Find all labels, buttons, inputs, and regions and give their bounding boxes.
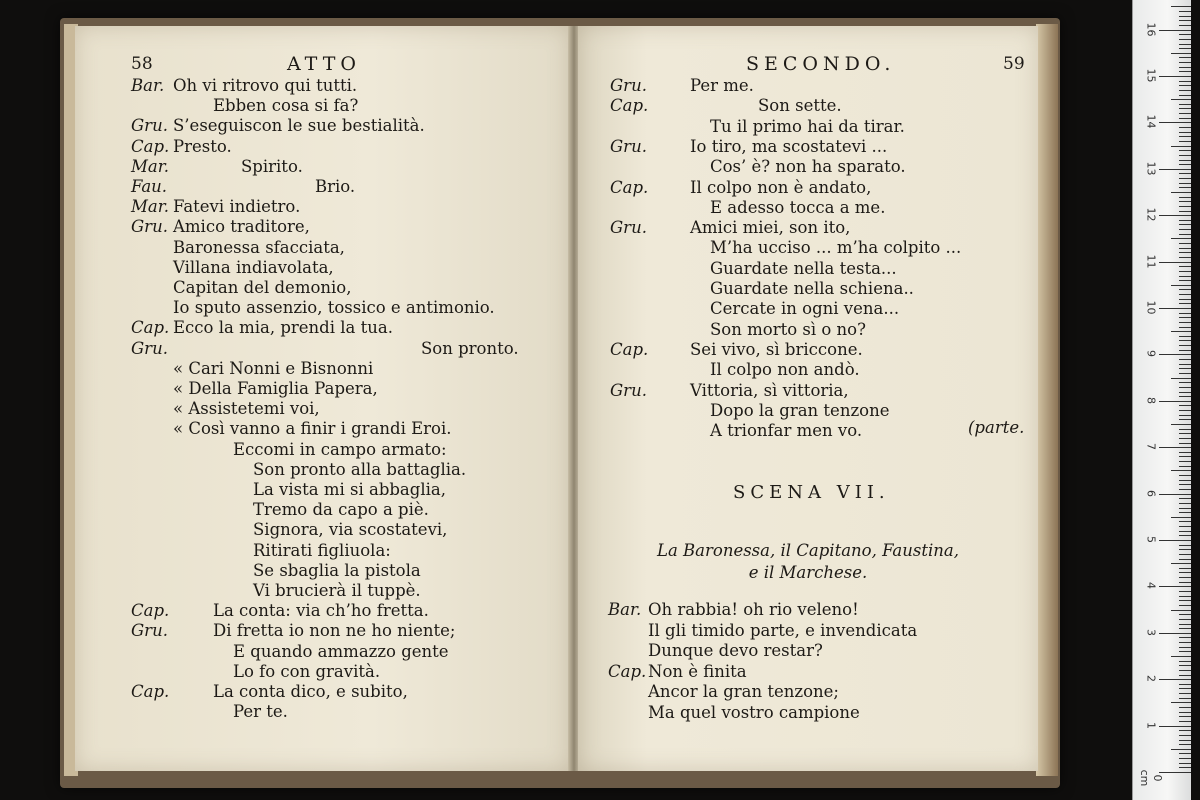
ruler-tick	[1179, 670, 1191, 671]
ruler-tick	[1179, 317, 1191, 318]
verse-line: Eccomi in campo armato:	[233, 439, 447, 459]
ruler-tick	[1179, 707, 1191, 708]
verse-line: La conta: via ch’ho fretta.	[213, 601, 429, 621]
ruler-tick	[1179, 294, 1191, 295]
page-number: 59	[1003, 54, 1025, 74]
ruler-tick	[1179, 173, 1191, 174]
verse-line: Capitan del demonio,	[173, 278, 352, 297]
ruler-tick	[1179, 461, 1191, 462]
ruler-tick	[1159, 586, 1191, 587]
ruler-tick	[1159, 354, 1191, 355]
running-header: SECONDO.	[746, 53, 896, 75]
ruler-tick	[1179, 67, 1191, 68]
ruler-tick	[1179, 596, 1191, 597]
verse-line: Guardate nella schiena..	[710, 279, 914, 298]
verse-line: Per me.	[690, 76, 754, 95]
ruler-tick	[1179, 224, 1191, 225]
ruler-tick	[1179, 605, 1191, 606]
verse-line: Di fretta io non ne ho niente;	[213, 621, 456, 641]
verse-line: Cercate in ogni vena...	[710, 299, 900, 319]
ruler-tick	[1179, 187, 1191, 188]
verse-line: Oh vi ritrovo qui tutti.	[173, 76, 358, 95]
ruler-tick	[1179, 150, 1191, 151]
verse-line: Ma quel vostro campione	[648, 702, 860, 722]
ruler-tick	[1179, 526, 1191, 527]
ruler-tick	[1179, 549, 1191, 550]
ruler-tick	[1171, 517, 1191, 518]
ruler-tick	[1179, 693, 1191, 694]
ruler-tick	[1179, 289, 1191, 290]
ruler-tick	[1159, 540, 1191, 541]
ruler-tick	[1179, 721, 1191, 722]
ruler-tick	[1171, 192, 1191, 193]
ruler-tick	[1179, 716, 1191, 717]
ruler-tick	[1179, 345, 1191, 346]
persons-line: e il Marchese.	[748, 563, 868, 582]
ruler-tick	[1179, 624, 1191, 625]
ruler-tick	[1159, 262, 1191, 263]
verse-line: Ritirati figliuola:	[253, 540, 391, 560]
ruler-tick	[1179, 554, 1191, 555]
ruler-tick	[1179, 405, 1191, 406]
ruler-tick	[1179, 234, 1191, 235]
speaker-label: Gru.	[131, 338, 168, 358]
verse-line: « Assistetemi voi,	[173, 399, 320, 419]
ruler-tick	[1179, 248, 1191, 249]
ruler-tick	[1179, 118, 1191, 119]
dramatis-personae	[588, 540, 1028, 584]
ruler-tick	[1171, 378, 1191, 379]
verse-line: Fatevi indietro.	[173, 197, 301, 217]
ruler-tick	[1179, 489, 1191, 490]
ruler-tick	[1171, 470, 1191, 471]
ruler-tick	[1179, 535, 1191, 536]
speaker-label: Fau.	[131, 177, 168, 196]
verse-line: M’ha ucciso ... m’ha colpito ...	[710, 238, 962, 258]
ruler-tick	[1179, 735, 1191, 736]
speaker-label: Cap.	[610, 177, 649, 197]
ruler-label: 3	[1144, 628, 1158, 636]
ruler-tick	[1159, 215, 1191, 216]
ruler-tick	[1179, 160, 1191, 161]
speaker-label: Cap.	[131, 682, 170, 701]
ruler-label: 8	[1144, 396, 1158, 404]
verse-line: Amico traditore,	[173, 217, 310, 237]
verse-line: Signora, via scostatevi,	[253, 520, 448, 540]
ruler-tick	[1179, 48, 1191, 49]
ruler-tick	[1179, 25, 1191, 26]
ruler-tick	[1179, 44, 1191, 45]
ruler-tick	[1179, 271, 1191, 272]
ruler-tick	[1179, 211, 1191, 212]
ruler-tick	[1179, 475, 1191, 476]
verse-line: Tremo da capo a piè.	[253, 500, 429, 520]
ruler-label: 2	[1144, 675, 1158, 683]
ruler-tick	[1179, 178, 1191, 179]
verse-line: Dunque devo restar?	[648, 641, 823, 660]
ruler-tick	[1179, 313, 1191, 314]
ruler-tick	[1179, 753, 1191, 754]
ruler-tick	[1179, 95, 1191, 96]
ruler-tick	[1179, 503, 1191, 504]
ruler-tick	[1179, 651, 1191, 652]
ruler-tick	[1179, 322, 1191, 323]
verse-line: Oh rabbia! oh rio veleno!	[648, 600, 859, 619]
ruler-tick	[1179, 512, 1191, 513]
verse-line: La vista mi si abbaglia,	[253, 480, 446, 499]
ruler-tick	[1159, 308, 1191, 309]
verse-line: Son sette.	[758, 96, 842, 116]
verse-line: Il colpo non andò.	[710, 360, 860, 380]
verse-line: « Così vanno a finir i grandi Eroi.	[173, 419, 452, 439]
ruler-tick	[1159, 76, 1191, 77]
ruler-tick	[1179, 443, 1191, 444]
verse-line: Io sputo assenzio, tossico e antimonio.	[173, 298, 495, 318]
speaker-label: Gru.	[131, 217, 168, 237]
ruler-tick	[1179, 220, 1191, 221]
ruler-tick	[1179, 257, 1191, 258]
ruler-label: 6	[1144, 489, 1158, 497]
ruler-tick	[1159, 401, 1191, 402]
ruler-tick	[1179, 303, 1191, 304]
verse-line: Baronessa sfacciata,	[173, 237, 345, 257]
verse-line: Tu il primo hai da tirar.	[710, 116, 905, 136]
ruler-tick	[1159, 169, 1191, 170]
verse-line: Ebben cosa si fa?	[213, 96, 359, 116]
ruler-tick	[1179, 108, 1191, 109]
verse-line: Son pronto.	[421, 338, 519, 358]
ruler-tick	[1179, 350, 1191, 351]
ruler-tick	[1179, 452, 1191, 453]
ruler-tick	[1159, 494, 1191, 495]
ruler-tick	[1179, 661, 1191, 662]
speaker-label: Gru.	[610, 218, 647, 238]
ruler-tick	[1179, 498, 1191, 499]
speaker-label: Gru.	[131, 116, 168, 136]
speaker-label: Gru.	[610, 380, 647, 400]
ruler-tick	[1159, 122, 1191, 123]
verse-line: Se sbaglia la pistola	[253, 560, 421, 580]
ruler-label: 0 cm	[1138, 769, 1164, 787]
scene-title: SCENA VII.	[733, 482, 890, 503]
ruler-tick	[1179, 614, 1191, 615]
ruler-tick	[1179, 642, 1191, 643]
ruler-tick	[1179, 90, 1191, 91]
ruler-tick	[1179, 197, 1191, 198]
ruler-label: 9	[1144, 350, 1158, 358]
ruler-tick	[1171, 99, 1191, 100]
ruler-tick	[1179, 637, 1191, 638]
ruler-tick	[1171, 53, 1191, 54]
ruler-tick	[1179, 508, 1191, 509]
ruler-tick	[1171, 656, 1191, 657]
verse-line: Villana indiavolata,	[173, 257, 334, 277]
page-number: 58	[131, 54, 153, 74]
ruler-tick	[1179, 34, 1191, 35]
ruler-label: 5	[1144, 536, 1158, 543]
verse-line: Dopo la gran tenzone	[710, 400, 890, 420]
ruler-tick	[1179, 252, 1191, 253]
ruler-tick	[1179, 243, 1191, 244]
ruler-tick	[1179, 763, 1191, 764]
ruler-tick	[1179, 206, 1191, 207]
speaker-label: Bar.	[131, 76, 165, 95]
ruler-tick	[1179, 684, 1191, 685]
ruler-tick	[1179, 740, 1191, 741]
speaker-label: Gru.	[610, 76, 647, 95]
verse-line: Io tiro, ma scostatevi ...	[690, 136, 888, 156]
ruler-tick	[1179, 410, 1191, 411]
ruler-tick	[1179, 164, 1191, 165]
ruler-tick	[1179, 675, 1191, 676]
ruler-tick	[1179, 141, 1191, 142]
verse-line: Non è finita	[648, 661, 747, 681]
ruler-label: 15	[1144, 68, 1158, 83]
verse-line: Il colpo non è andato,	[690, 177, 872, 197]
ruler-tick	[1179, 767, 1191, 768]
ruler-tick	[1179, 628, 1191, 629]
ruler-tick	[1179, 387, 1191, 388]
ruler-tick	[1171, 238, 1191, 239]
speaker-label: Cap.	[131, 601, 170, 621]
left-page	[75, 26, 570, 771]
ruler-tick	[1179, 201, 1191, 202]
verse-line: Il gli timido parte, e invendicata	[648, 620, 918, 640]
ruler-tick	[1179, 545, 1191, 546]
ruler-label: 14	[1144, 114, 1158, 129]
ruler-label: 1	[1144, 721, 1158, 729]
verse-line: S’eseguiscon le sue bestialità.	[173, 116, 425, 136]
ruler-tick	[1179, 368, 1191, 369]
ruler-tick	[1179, 299, 1191, 300]
ruler-tick	[1179, 591, 1191, 592]
verse-line: Per te.	[233, 702, 288, 722]
ruler-tick	[1179, 568, 1191, 569]
ruler-tick	[1179, 688, 1191, 689]
persons-line: La Baronessa, il Capitano, Faustina,	[657, 541, 959, 560]
ruler-label: 7	[1144, 443, 1158, 451]
ruler-tick	[1159, 30, 1191, 31]
ruler-tick	[1179, 136, 1191, 137]
ruler-tick	[1159, 679, 1191, 680]
ruler-tick	[1179, 336, 1191, 337]
ruler-tick	[1179, 438, 1191, 439]
ruler-tick	[1179, 712, 1191, 713]
running-header: ATTO	[287, 53, 361, 75]
ruler-tick	[1179, 577, 1191, 578]
verse-line: La conta dico, e subito,	[213, 682, 408, 701]
ruler-label: 12	[1144, 207, 1158, 222]
ruler-tick	[1179, 16, 1191, 17]
ruler-tick	[1159, 447, 1191, 448]
speaker-label: Gru.	[131, 621, 168, 641]
verse-line: Cos’ è? non ha sparato.	[710, 157, 906, 177]
speaker-label: Gru.	[610, 136, 647, 156]
speaker-label: Cap.	[610, 96, 649, 116]
stage-direction: (parte.	[968, 418, 1025, 437]
ruler-tick	[1179, 758, 1191, 759]
ruler-label: 11	[1144, 254, 1158, 269]
ruler-tick	[1171, 6, 1191, 7]
ruler-tick	[1171, 285, 1191, 286]
speaker-label: Cap.	[610, 339, 649, 359]
ruler-tick	[1179, 113, 1191, 114]
ruler-tick	[1179, 266, 1191, 267]
verse-line: Son morto sì o no?	[710, 319, 866, 339]
verse-line: Ancor la gran tenzone;	[648, 682, 839, 701]
ruler-tick	[1179, 127, 1191, 128]
verse-line: Amici miei, son ito,	[690, 218, 851, 238]
ruler-tick	[1179, 521, 1191, 522]
ruler-tick	[1179, 132, 1191, 133]
ruler-tick	[1179, 600, 1191, 601]
speaker-label: Mar.	[131, 156, 170, 176]
verse-line: « Cari Nonni e Bisnonni	[173, 358, 374, 378]
ruler-tick	[1179, 531, 1191, 532]
verse-line: Guardate nella testa...	[710, 258, 897, 278]
verse-line: E adesso tocca a me.	[710, 197, 886, 217]
ruler-tick	[1179, 396, 1191, 397]
ruler-tick	[1179, 466, 1191, 467]
verse-line: Spirito.	[241, 156, 303, 176]
verse-line: Brio.	[315, 177, 356, 196]
ruler-tick	[1159, 726, 1191, 727]
right-page	[578, 26, 1038, 771]
ruler-tick	[1171, 146, 1191, 147]
ruler-tick	[1179, 619, 1191, 620]
ruler-tick	[1179, 415, 1191, 416]
verse-line: Vi brucierà il tuppè.	[253, 581, 421, 600]
ruler-tick	[1171, 702, 1191, 703]
right-page-edges	[1036, 24, 1058, 776]
ruler-tick	[1179, 81, 1191, 82]
ruler-tick	[1171, 563, 1191, 564]
ruler-tick	[1179, 572, 1191, 573]
ruler-tick	[1179, 433, 1191, 434]
verse-line: Ecco la mia, prendi la tua.	[173, 318, 393, 338]
ruler-tick	[1179, 57, 1191, 58]
ruler-tick	[1179, 62, 1191, 63]
ruler-tick	[1179, 730, 1191, 731]
ruler-tick	[1179, 744, 1191, 745]
ruler-label: 4	[1144, 582, 1158, 590]
ruler-tick	[1179, 327, 1191, 328]
ruler-tick	[1179, 456, 1191, 457]
ruler-tick	[1179, 373, 1191, 374]
ruler-tick	[1179, 429, 1191, 430]
ruler-tick	[1179, 20, 1191, 21]
verse-line: Presto.	[173, 136, 232, 156]
ruler-tick	[1179, 229, 1191, 230]
ruler-tick	[1179, 104, 1191, 105]
ruler-label: 13	[1144, 161, 1158, 176]
ruler-tick	[1159, 633, 1191, 634]
speaker-label: Cap.	[608, 661, 647, 681]
ruler-tick	[1179, 698, 1191, 699]
ruler-label: 10	[1144, 300, 1158, 315]
verse-line: Son pronto alla battaglia.	[253, 459, 467, 479]
verse-line: « Della Famiglia Papera,	[173, 379, 378, 398]
ruler-tick	[1171, 331, 1191, 332]
ruler-tick	[1179, 183, 1191, 184]
speaker-label: Cap.	[131, 136, 170, 156]
measuring-ruler	[1132, 0, 1191, 800]
ruler-tick	[1179, 419, 1191, 420]
ruler-tick	[1179, 480, 1191, 481]
ruler-tick	[1179, 11, 1191, 12]
verse-line: Vittoria, sì vittoria,	[690, 380, 849, 400]
verse-line: A trionfar men vo.	[710, 421, 863, 441]
ruler-tick	[1179, 71, 1191, 72]
ruler-tick	[1171, 610, 1191, 611]
ruler-tick	[1171, 749, 1191, 750]
speaker-label: Bar.	[608, 600, 642, 619]
verse-line: Sei vivo, sì briccone.	[690, 339, 863, 359]
ruler-tick	[1179, 484, 1191, 485]
ruler-tick	[1171, 424, 1191, 425]
ruler-tick	[1179, 382, 1191, 383]
ruler-tick	[1179, 39, 1191, 40]
ruler-tick	[1179, 364, 1191, 365]
ruler-tick	[1179, 85, 1191, 86]
speaker-label: Cap.	[131, 318, 170, 338]
ruler-tick	[1179, 647, 1191, 648]
verse-line: E quando ammazzo gente	[233, 641, 449, 661]
ruler-label: 16	[1144, 22, 1158, 37]
verse-line: Lo fo con gravità.	[233, 661, 381, 681]
ruler-tick	[1179, 582, 1191, 583]
ruler-tick	[1179, 359, 1191, 360]
speaker-label: Mar.	[131, 197, 170, 217]
ruler-tick	[1179, 155, 1191, 156]
ruler-tick	[1179, 276, 1191, 277]
ruler-tick	[1179, 665, 1191, 666]
ruler-tick	[1179, 340, 1191, 341]
ruler-tick	[1179, 559, 1191, 560]
ruler-tick	[1179, 280, 1191, 281]
ruler-tick	[1179, 392, 1191, 393]
